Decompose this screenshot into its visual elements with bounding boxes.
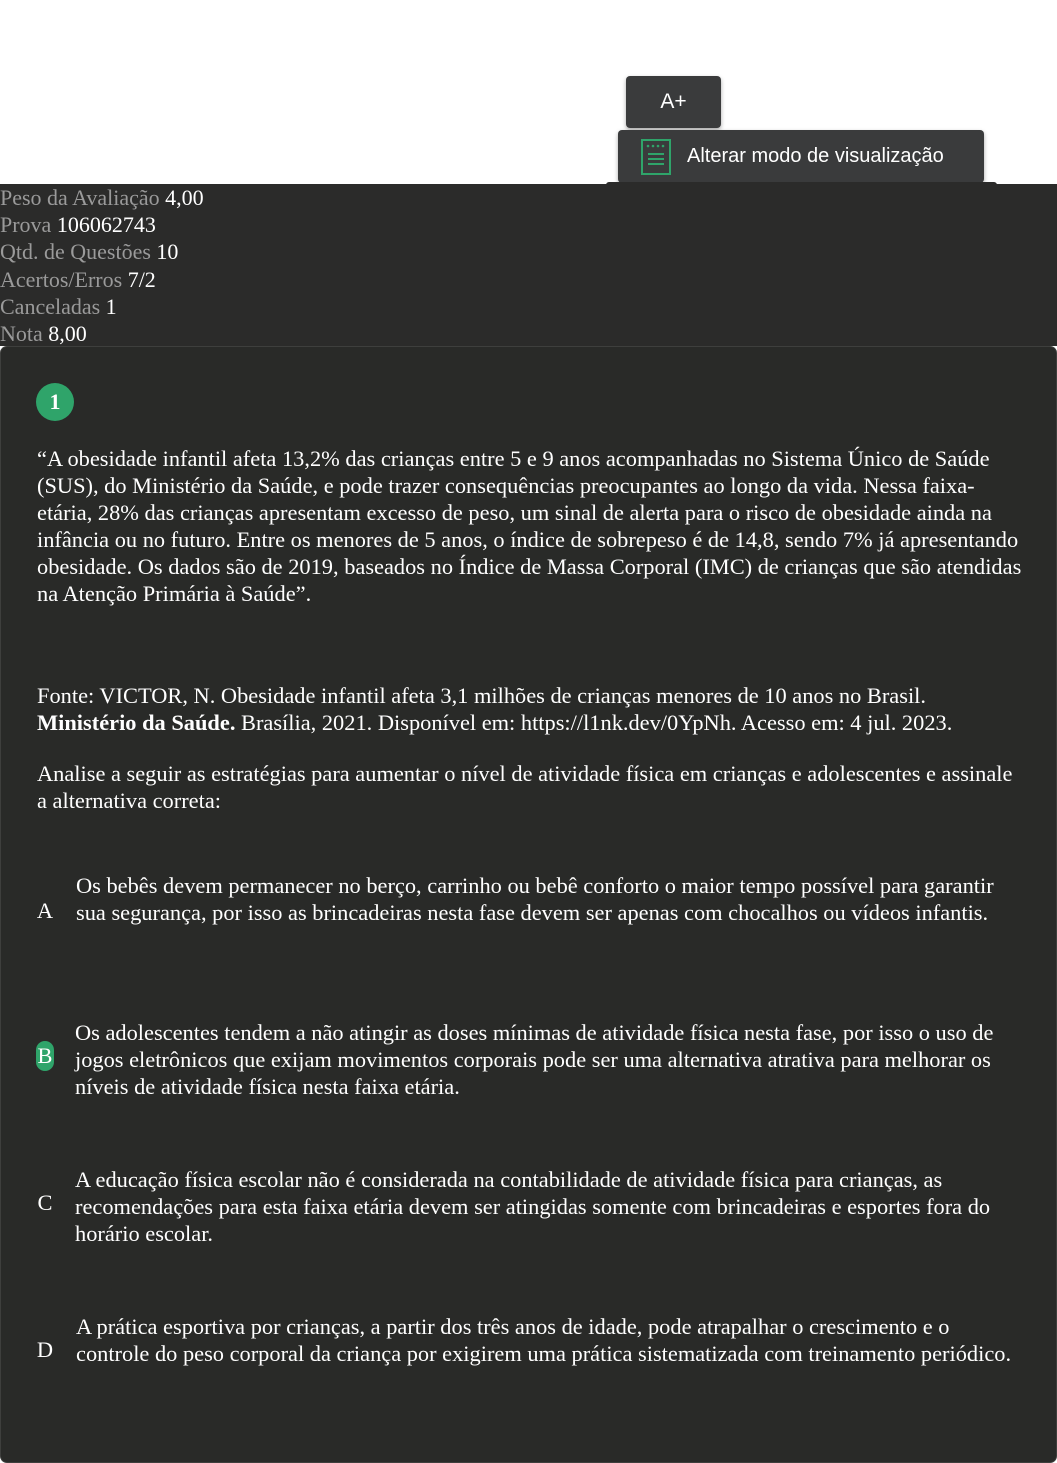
summary-key: Peso da Avaliação	[0, 185, 160, 210]
source-publication: Ministério da Saúde.	[37, 710, 236, 735]
summary-key: Prova	[0, 212, 52, 238]
question-prompt: Analise a seguir as estratégias para aumentar o nível de atividade física em crianças e adolescentes e assinale a alternativa correta:	[37, 761, 1013, 813]
font-increase-button[interactable]	[626, 76, 721, 128]
alternative-letter: A	[36, 898, 54, 923]
summary-value: 10	[156, 239, 179, 265]
alternative-text: Os adolescentes tendem a não atingir as doses mínimas de atividade física nesta fase, por isso o uso de jogos eletrônicos que exijam movimentos corporais pode ser uma alternativa atrativa para melhorar os níveis de atividade física nesta faixa etária.	[75, 1020, 994, 1099]
summary-value: 106062743	[56, 212, 156, 238]
question-quote: “A obesidade infantil afeta 13,2% das crianças entre 5 e 9 anos acompanhadas no Sistema Único de Saúde (SUS), do Ministério da Saúde, e pode trazer consequências preocupantes ao longo da vida. Nessa faixa-etária, 28% das crianças apresentam excesso de peso, um sinal de alerta para o risco de obesidade ainda na infância ou no futuro. Entre os menores de 5 anos, o índice de sobrepeso é de 14,8, sendo 7% já apresentando obesidade. Os dados são de 2019, baseados no Índice de Massa Corporal (IMC) de crianças que são atendidas na Atenção Primária à Saúde”.	[37, 446, 1022, 606]
summary-row-grade	[0, 320, 1057, 347]
source-prefix: Fonte: VICTOR, N. Obesidade infantil afeta 3,1 milhões de crianças menores de 10 anos no Brasil.	[37, 683, 926, 708]
change-view-mode-label: Alterar modo de visualização	[687, 145, 944, 167]
summary-row-right-wrong	[0, 266, 1057, 293]
summary-row-question-count	[0, 238, 1057, 265]
summary-key: Acertos/Erros	[0, 266, 123, 292]
summary-row-exam-id	[0, 211, 1057, 238]
alternative-letter-correct: B	[36, 1041, 54, 1071]
exam-summary	[0, 184, 1057, 346]
alternative-letter: D	[36, 1337, 54, 1362]
document-list-icon	[641, 139, 671, 175]
question-number-badge	[36, 383, 74, 421]
font-increase-label: A+	[660, 90, 687, 113]
alternative-text: A educação física escolar não é considerada na contabilidade de atividade física para crianças, as recomendações para esta faixa etária devem ser atingidas somente com brincadeiras e esportes fora do horário escolar.	[75, 1167, 991, 1246]
source-suffix: Brasília, 2021. Disponível em: https://l1nk.dev/0YpNh. Acesso em: 4 jul. 2023.	[235, 710, 953, 735]
summary-row-cancelled	[0, 293, 1057, 320]
summary-row-weight	[0, 184, 1057, 211]
summary-key: Nota	[0, 320, 43, 346]
summary-value: 7/2	[127, 266, 156, 292]
summary-value: 1	[105, 293, 117, 319]
summary-key: Canceladas	[0, 293, 101, 319]
alternative-text: A prática esportiva por crianças, a partir dos três anos de idade, pode atrapalhar o crescimento e o controle do peso corporal da criança por exigirem uma prática sistematizada com treinamento periódico.	[76, 1314, 1012, 1366]
question-number: 1	[49, 389, 61, 414]
change-view-mode-button[interactable]	[618, 130, 984, 183]
alternative-text: Os bebês devem permanecer no berço, carrinho ou bebê conforto o maior tempo possível para garantir sua segurança, por isso as brincadeiras nesta fase devem ser apenas com chocalhos ou vídeos infantis.	[76, 873, 994, 925]
summary-value: 4,00	[165, 185, 204, 210]
alternative-letter: C	[37, 1190, 53, 1215]
summary-key: Qtd. de Questões	[0, 239, 151, 265]
summary-value: 8,00	[48, 320, 87, 346]
question-source	[37, 682, 1037, 736]
